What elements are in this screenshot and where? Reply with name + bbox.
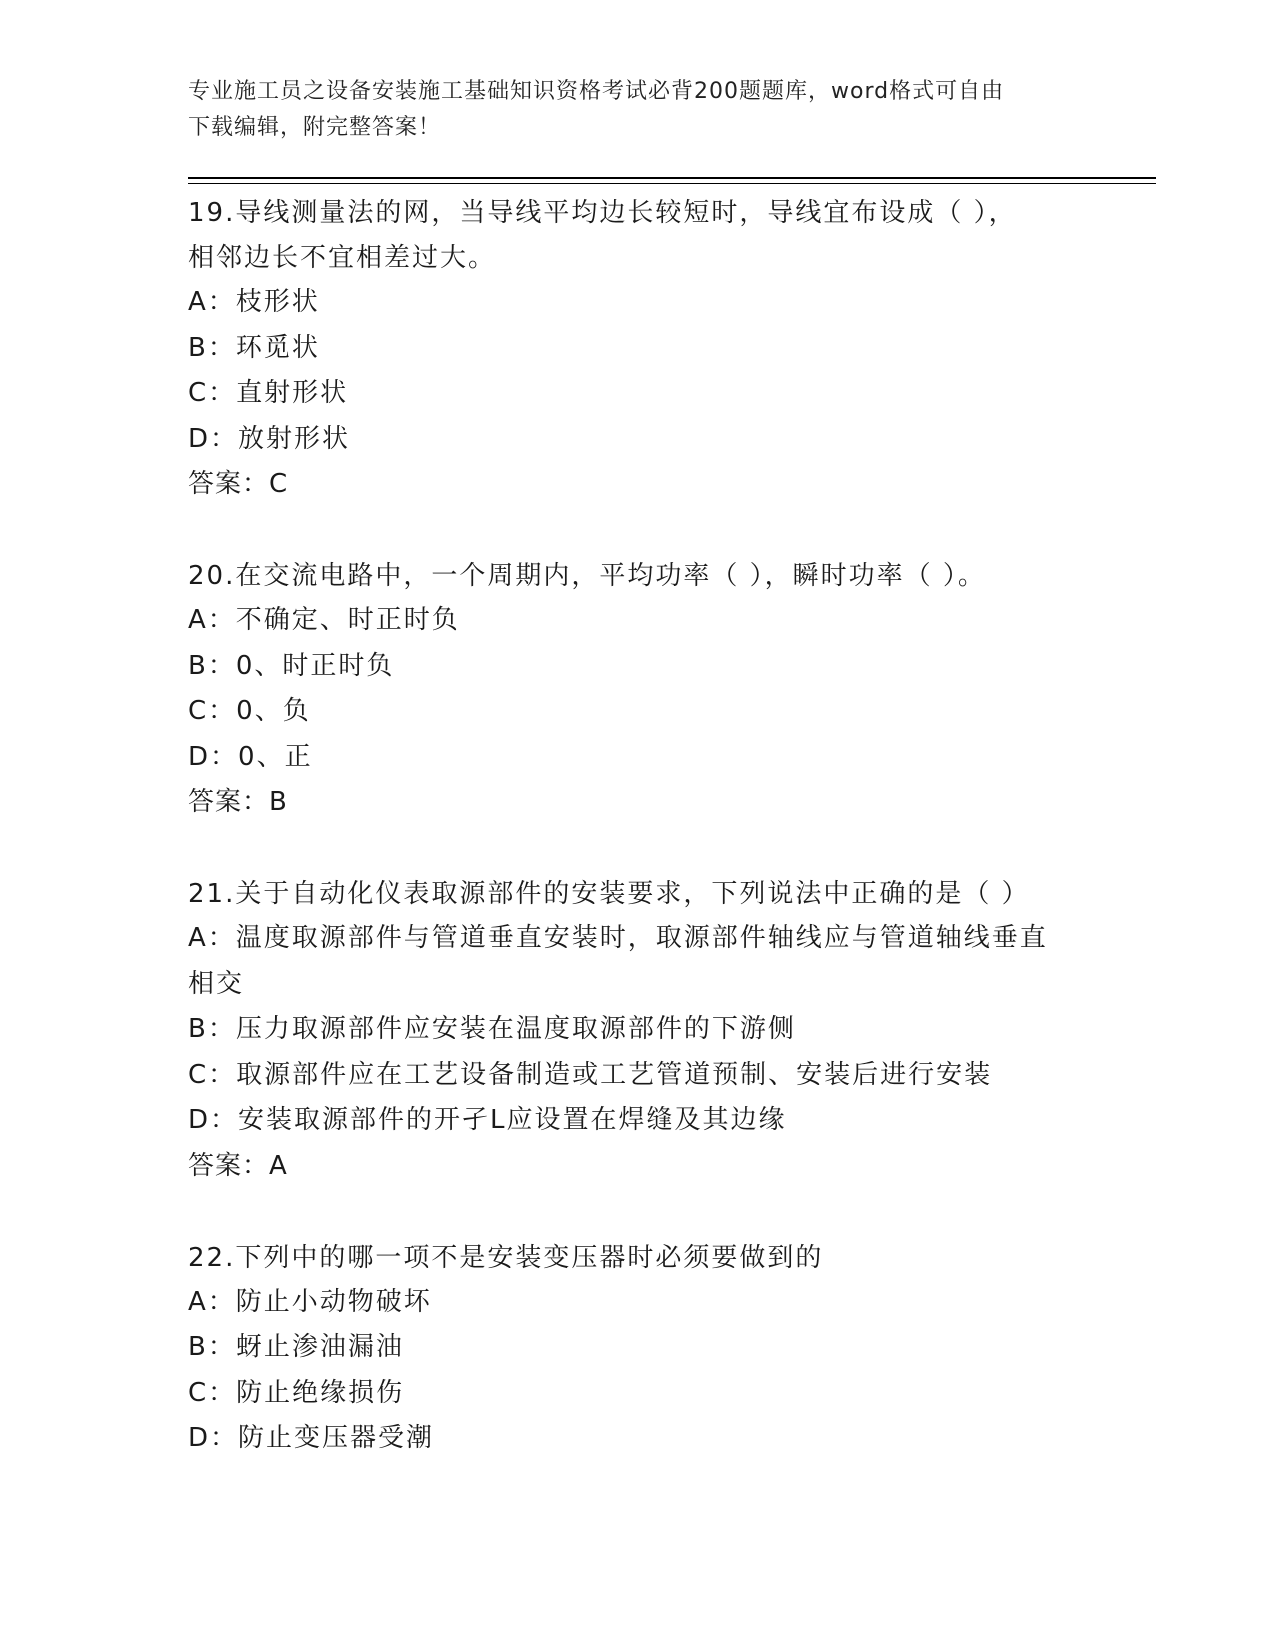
document-header [188, 74, 1068, 146]
question-19 [188, 190, 1088, 507]
option-d: D：防止变压器受潮 [188, 1423, 435, 1453]
option-d: D：安装取源部件的开孑L应设置在焊缝及其边缘 [188, 1105, 787, 1135]
option-c: C：防止绝缘损伤 [188, 1377, 405, 1408]
option-b: B：压力取源部件应安装在温度取源部件的下游侧 [188, 1014, 796, 1044]
option-c: C：取源部件应在工艺设备制造或工艺管道预制、安装后进行安装 [188, 1059, 993, 1090]
question-list [188, 190, 1088, 1508]
question-21 [188, 871, 1088, 1189]
option-c: C：0、负 [188, 696, 311, 726]
question-stem-line: 相邻边长不宜相差过大。 [188, 243, 497, 273]
option-d: D：放射形状 [188, 423, 351, 454]
header-line-1: 专业施工员之设备安装施工基础知识资格考试必背200题题库，word格式可自由 [188, 79, 1005, 104]
option-a: A：不确定、时正时负 [188, 605, 460, 635]
option-a: A：枝形状 [188, 287, 320, 317]
option-a: A：防止小动物破坏 [188, 1286, 432, 1317]
option-a-continued: 相交 [188, 968, 245, 999]
question-stem-line: 20.在交流电路中，一个周期内，平均功率（ ），瞬时功率（ ）。 [188, 561, 986, 591]
option-b: B：蚜止渗油漏油 [188, 1332, 404, 1362]
option-a: A：温度取源部件与管道垂直安装时，取源部件轴线应与管道轴线垂直 [188, 923, 1048, 953]
option-d: D：0、正 [188, 741, 313, 772]
question-20 [188, 553, 1088, 825]
option-b: B：环觅状 [188, 332, 320, 363]
question-22 [188, 1235, 1088, 1462]
answer: 答案：C [188, 469, 289, 499]
answer: 答案：B [188, 787, 288, 817]
option-c: C：直射形状 [188, 378, 349, 408]
answer: 答案：A [188, 1150, 288, 1181]
question-stem-line: 22.下列中的哪一项不是安装变压器时必须要做到的 [188, 1242, 824, 1273]
header-line-2: 下载编辑，附完整答案！ [188, 115, 442, 140]
question-stem-line: 19.导线测量法的网，当导线平均边长较短时，导线宜布设成（ ）， [188, 198, 1017, 228]
header-divider-thick [188, 177, 1156, 179]
question-stem-line: 21.关于自动化仪表取源部件的安装要求，下列说法中正确的是（ ） [188, 879, 1030, 909]
option-b: B：0、时正时负 [188, 650, 395, 681]
header-divider-thin [188, 183, 1156, 184]
